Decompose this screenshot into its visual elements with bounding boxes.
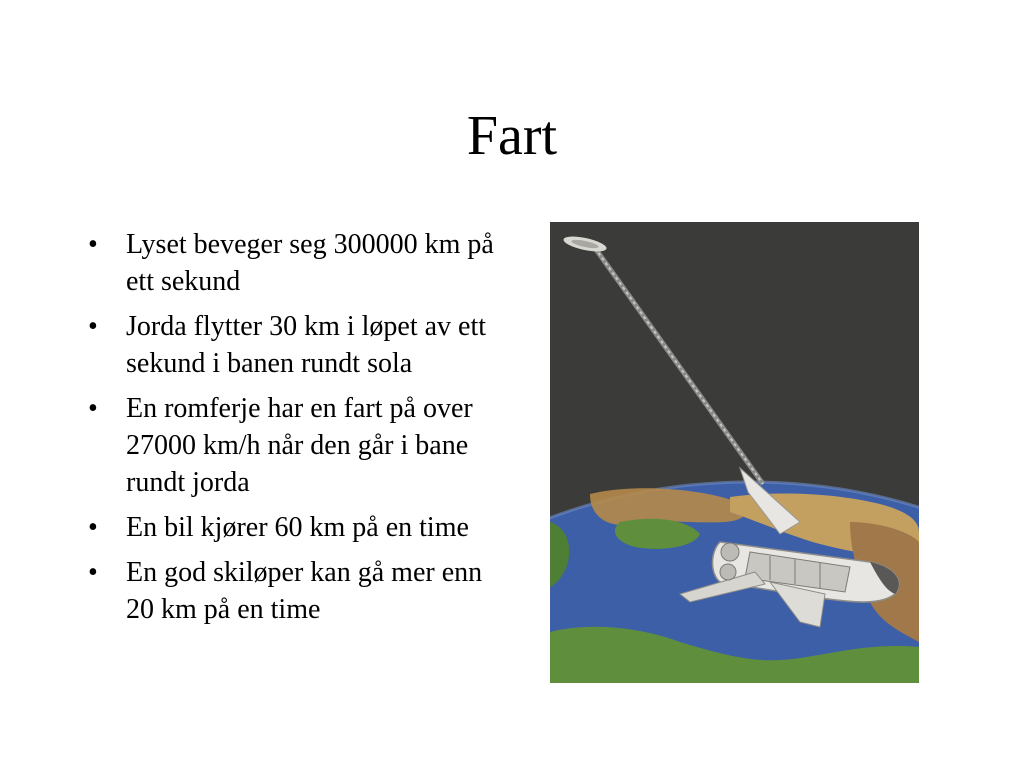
bullet-item xyxy=(88,390,498,501)
bullet-text: Jorda flytter 30 km i løpet av ett sekund i banen rundt sola xyxy=(126,311,487,379)
bullet-item xyxy=(88,226,498,300)
bullet-text: En romferje har en fart på over 27000 km/h når den går i bane rundt jorda xyxy=(126,393,473,498)
bullet-dot: • xyxy=(88,311,98,342)
bullet-item xyxy=(88,554,498,628)
bullet-text: En god skiløper kan gå mer enn 20 km på en time xyxy=(126,557,483,625)
shuttle-earth-image xyxy=(550,222,919,683)
bullet-item xyxy=(88,509,498,546)
bullet-dot: • xyxy=(88,512,98,543)
bullet-item xyxy=(88,308,498,382)
bullet-list xyxy=(88,226,498,636)
bullet-dot: • xyxy=(88,557,98,588)
bullet-text: En bil kjører 60 km på en time xyxy=(126,512,469,543)
bullet-text: Lyset beveger seg 300000 km på ett sekund xyxy=(126,229,494,297)
slide-title: Fart xyxy=(466,105,558,167)
bullet-dot: • xyxy=(88,393,98,424)
bullet-dot: • xyxy=(88,229,98,260)
shuttle-earth-illustration xyxy=(550,222,919,683)
